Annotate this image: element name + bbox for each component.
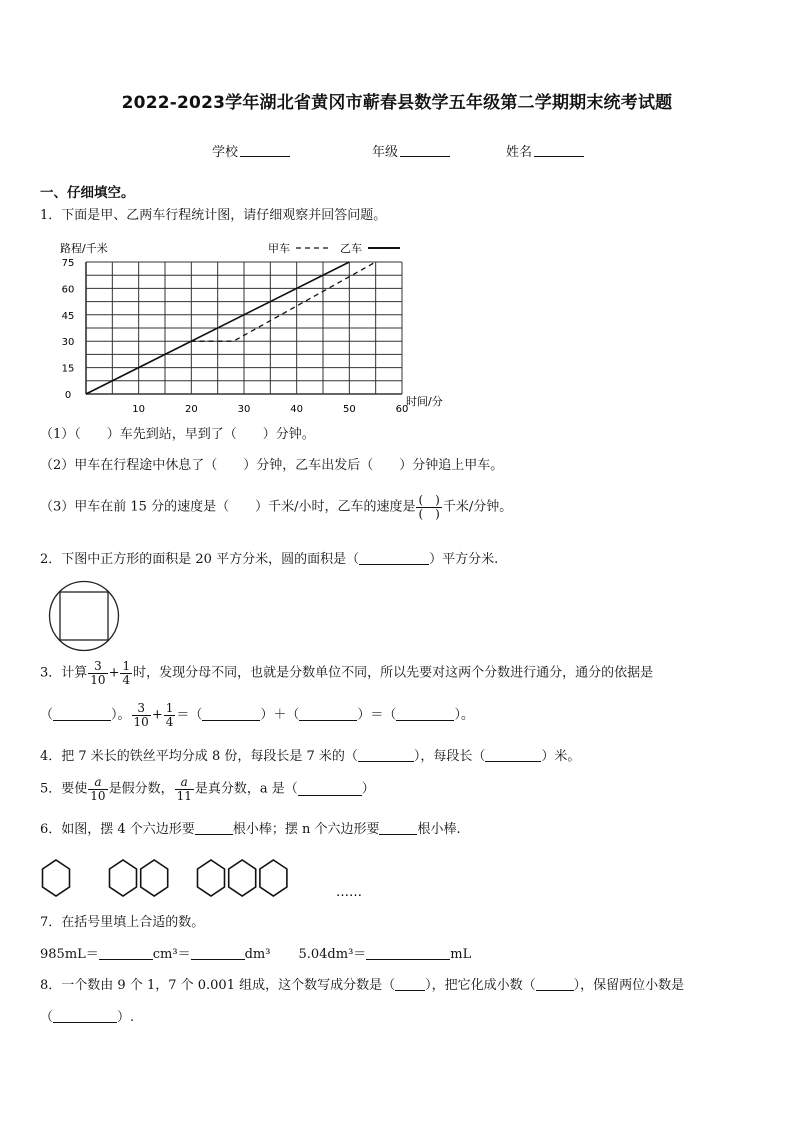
- y-tick-label: 15: [61, 363, 75, 375]
- x-tick-label: 60: [395, 404, 409, 415]
- y-tick-label: 60: [61, 284, 75, 296]
- x-tick-label: 20: [184, 404, 198, 415]
- q6-text-3: 根小棒.: [417, 822, 461, 837]
- q8-text-3: ），保留两位小数是: [573, 978, 685, 993]
- grade-blank[interactable]: [400, 144, 450, 157]
- q5-stem: [40, 776, 375, 803]
- fraction-numerator: 3: [132, 702, 151, 716]
- q4-text-3: ）米。: [541, 749, 581, 764]
- x-tick-label: 50: [342, 404, 356, 415]
- q7-text-e: mL: [450, 947, 472, 962]
- x-axis-label: 时间/分: [406, 395, 443, 408]
- legend-label-jia: 甲车: [268, 242, 290, 255]
- paren-close: ）: [361, 781, 375, 797]
- q8-text-2: ），把它化成小数（: [425, 978, 536, 993]
- paren-close: ）.: [117, 1010, 135, 1025]
- fraction-denominator: 10: [90, 789, 106, 803]
- hexagon-figures: [36, 856, 366, 900]
- q1-sub2: （2）甲车在行程途中休息了（ ）分钟，乙车出发后（ ）分钟追上甲车。: [40, 458, 504, 473]
- chart-legend: [268, 242, 400, 255]
- q5-blank[interactable]: [298, 783, 362, 796]
- distance-time-chart: [40, 236, 460, 420]
- q8-stem: [40, 977, 684, 995]
- name-field: [506, 141, 584, 160]
- q3-line1: [40, 660, 653, 687]
- x-ticks: [132, 404, 408, 415]
- y-tick-label: 75: [61, 258, 75, 269]
- q6-stem: [40, 821, 461, 839]
- circle-square-figure: [48, 580, 120, 652]
- speed-fraction[interactable]: [416, 494, 441, 521]
- q1-sub3-text: （3）甲车在前 15 分的速度是（ ）千米/小时，乙车的速度是: [40, 499, 416, 515]
- school-field: [212, 141, 290, 160]
- q7-text-b: cm³＝: [152, 947, 191, 962]
- x-tick-label: 10: [132, 404, 146, 415]
- name-label: 姓名: [506, 145, 533, 160]
- plus-sign: +: [151, 707, 163, 723]
- q4-text: 4．把 7 米长的铁丝平均分成 8 份，每段长是 7 米的（: [40, 749, 358, 764]
- plus-paren: ＋（: [273, 707, 300, 723]
- y-tick-label: 0: [64, 390, 72, 401]
- hexagon-shape: [229, 860, 256, 896]
- legend-label-yi: 乙车: [340, 242, 362, 255]
- grade-label: 年级: [372, 145, 399, 160]
- hexagon-shape: [141, 860, 168, 896]
- paren-open: （: [40, 707, 54, 723]
- hexagon-shape: [198, 860, 225, 896]
- fraction-denominator: ( ): [418, 507, 440, 521]
- q3-blank-2[interactable]: [299, 708, 357, 721]
- y-axis-label: 路程/千米: [60, 242, 108, 255]
- q1-sub1: （1）（ ）车先到站，早到了（ ）分钟。: [40, 427, 315, 442]
- q6-blank-1[interactable]: [195, 822, 233, 835]
- q7-line: [40, 946, 471, 964]
- y-tick-label: 30: [61, 337, 75, 349]
- paren-open: （: [40, 1010, 54, 1025]
- fraction-numerator: ( ): [418, 493, 440, 507]
- q3-line2: [40, 702, 474, 729]
- q7-text-d: 5.04dm³＝: [298, 947, 367, 962]
- q3-blank-3[interactable]: [396, 708, 454, 721]
- q3-text: 3．计算: [40, 665, 88, 681]
- q7-text-a: 985mL＝: [40, 947, 99, 962]
- q3-blank-basis[interactable]: [53, 708, 111, 721]
- paren-close: ）: [357, 707, 371, 723]
- q5-text-3: 是真分数，a 是（: [194, 781, 298, 797]
- fraction-denominator: 4: [122, 673, 131, 687]
- fraction-denominator: 10: [90, 673, 106, 687]
- q8-blank-2[interactable]: [536, 978, 574, 991]
- fraction-numerator: 1: [122, 659, 131, 673]
- fraction-denominator: 4: [165, 715, 174, 729]
- q7-blank-3[interactable]: [366, 947, 450, 960]
- q2-blank[interactable]: [359, 552, 429, 565]
- fraction-denominator: 11: [176, 789, 192, 803]
- q5-text-2: 是假分数，: [108, 781, 174, 797]
- section-heading: 一、仔细填空。: [40, 185, 135, 201]
- hexagon-shape: [260, 860, 287, 896]
- q3-text-2: 时，发现分母不同，也就是分数单位不同，所以先要对这两个分数进行通分，通分的依据是: [133, 665, 654, 681]
- q8-blank-1[interactable]: [395, 978, 425, 991]
- q2-stem: [40, 551, 498, 569]
- q1-stem: 1．下面是甲、乙两车行程统计图，请仔细观察并回答问题。: [40, 208, 387, 223]
- fraction-denominator: 10: [133, 715, 149, 729]
- q1-sub3-tail: 千米/分钟。: [442, 499, 513, 515]
- chart-grid: [86, 262, 402, 394]
- school-label: 学校: [212, 145, 239, 160]
- q4-blank-1[interactable]: [358, 749, 414, 762]
- q7-blank-1[interactable]: [99, 947, 153, 960]
- paren-close: ）。: [111, 707, 131, 723]
- q4-blank-2[interactable]: [485, 749, 541, 762]
- q4-text-2: ），每段长（: [413, 749, 486, 764]
- y-ticks: [62, 258, 75, 401]
- paren-close: ）: [260, 707, 274, 723]
- x-tick-label: 30: [237, 404, 251, 415]
- x-tick-label: 40: [290, 404, 304, 415]
- fraction-numerator: 1: [165, 701, 174, 715]
- q6-blank-2[interactable]: [379, 822, 417, 835]
- q6-text: 6．如图，摆 4 个六边形要: [40, 822, 195, 837]
- y-tick-label: 45: [61, 310, 75, 322]
- q2-text: 2．下图中正方形的面积是 20 平方分米，圆的面积是（: [40, 552, 360, 567]
- q8-blank-3[interactable]: [53, 1010, 117, 1023]
- hexagon-shape: [43, 860, 70, 896]
- q4-stem: [40, 748, 580, 766]
- plus-sign: +: [108, 665, 120, 681]
- q7-blank-2[interactable]: [191, 947, 245, 960]
- page-title: 2022-2023学年湖北省黄冈市蕲春县数学五年级第二学期期末统考试题: [121, 93, 673, 113]
- grade-field: [372, 141, 450, 160]
- hexagon-shape: [110, 860, 137, 896]
- q7-stem: 7．在括号里填上合适的数。: [40, 915, 205, 930]
- q7-text-c: dm³: [244, 947, 271, 962]
- equals: ＝（: [176, 707, 203, 723]
- q1-sub3: [40, 494, 512, 521]
- fraction-numerator: 3: [88, 660, 107, 674]
- fraction-numerator: a: [180, 775, 188, 789]
- q8-text: 8．一个数由 9 个 1，7 个 0.001 组成，这个数写成分数是（: [40, 978, 396, 993]
- square-shape: [60, 592, 108, 640]
- q3-blank-1[interactable]: [202, 708, 260, 721]
- name-blank[interactable]: [534, 144, 584, 157]
- paren-close: ）。: [454, 707, 474, 723]
- q8-line2: [40, 1009, 134, 1027]
- q6-text-2: 根小棒；摆 n 个六边形要: [232, 822, 380, 837]
- q5-text: 5．要使: [40, 781, 88, 797]
- equals: ＝（: [370, 707, 397, 723]
- q2-tail: ）平方分米.: [429, 552, 499, 567]
- ellipsis: ……: [336, 885, 362, 900]
- fraction-numerator: a: [94, 775, 102, 789]
- school-blank[interactable]: [240, 144, 290, 157]
